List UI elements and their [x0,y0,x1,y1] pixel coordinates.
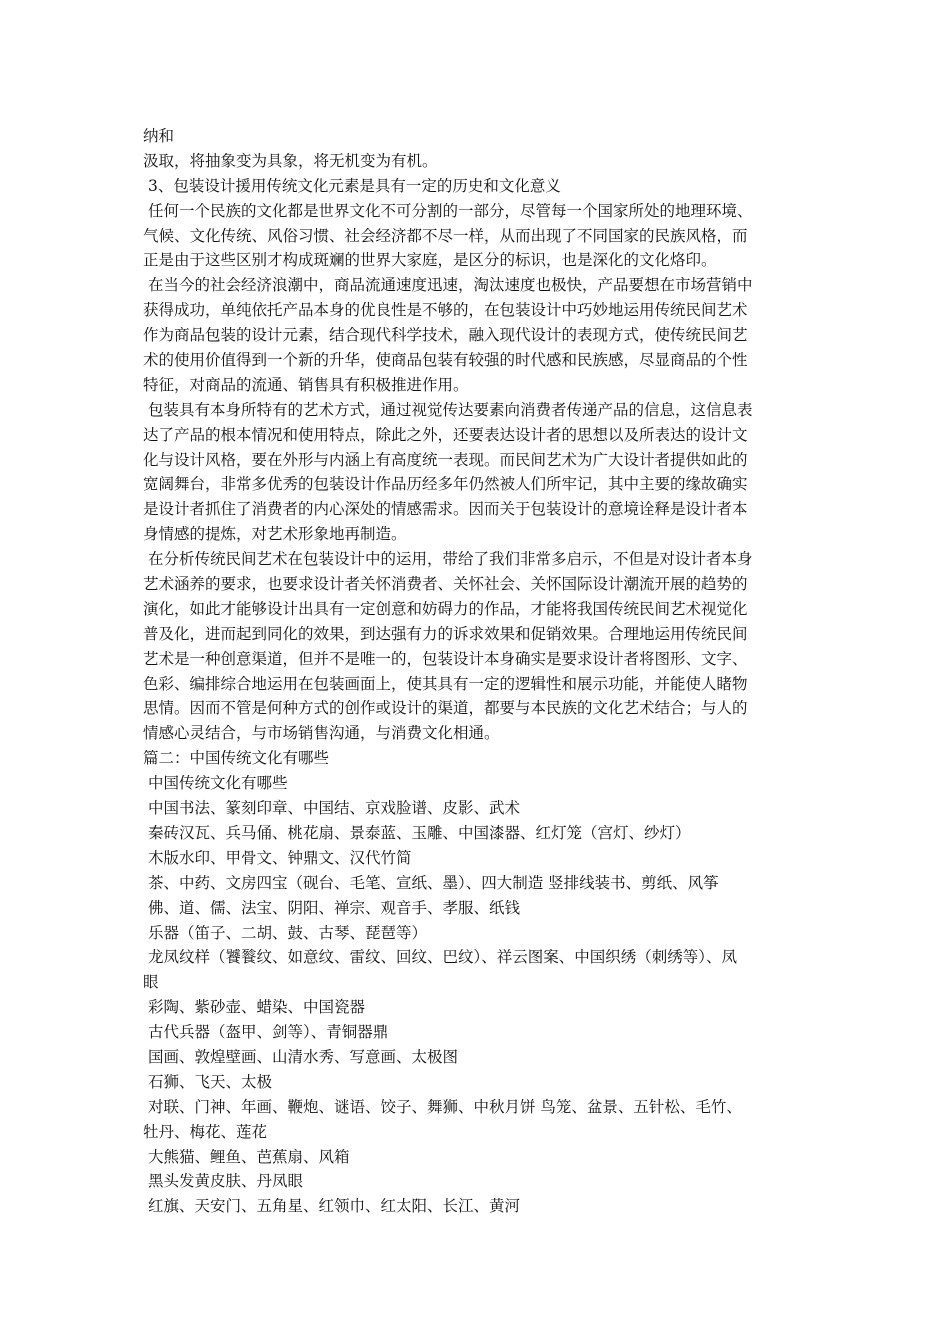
text-line: 任何一个民族的文化都是世界文化不可分割的一部分，尽管每一个国家所处的地理环境、 [148,201,753,220]
text-line: 是设计者抓住了消费者的内心深处的情感需求。因而关于包装设计的意境诠释是设计者本 [143,500,748,519]
text-line: 色彩、编排综合地运用在包装画面上，使其具有一定的逻辑性和展示功能，并能使人睹物 [143,674,748,693]
text-line: 彩陶、紫砂壶、蜡染、中国瓷器 [148,998,366,1017]
text-line: 达了产品的根本情况和使用特点，除此之外，还要表达设计者的思想以及所表达的设计文 [143,425,748,444]
text-line: 龙凤纹样（饕餮纹、如意纹、雷纹、回纹、巴纹）、祥云图案、中国织绣（刺绣等）、凤 [148,948,738,967]
text-line: 在当今的社会经济浪潮中，商品流通速度迅速，淘汰速度也极快，产品要想在市场营销中 [148,276,753,295]
text-line: 思情。因而不管是何种方式的创作或设计的渠道，都要与本民族的文化艺术结合；与人的 [143,699,748,718]
text-line: 包装具有本身所特有的艺术方式，通过视觉传达要素向消费者传递产品的信息，这信息表 [148,400,753,419]
text-line: 身情感的提炼，对艺术形象地再制造。 [143,525,407,544]
text-line: 艺术是一种创意渠道，但并不是唯一的，包装设计本身确实是要求设计者将图形、文字、 [143,649,748,668]
text-line: 黑头发黄皮肤、丹凤眼 [148,1172,304,1191]
text-line: 大熊猫、鲤鱼、芭蕉扇、风箱 [148,1147,350,1166]
text-line: 木版水印、甲骨文、钟鼎文、汉代竹简 [148,848,412,867]
text-line: 特征，对商品的流通、销售具有积极推进作用。 [143,375,469,394]
text-line: 对联、门神、年画、鞭炮、谜语、饺子、舞狮、中秋月饼 鸟笼、盆景、五针松、毛竹、 [148,1097,742,1116]
text-line: 3、包装设计援用传统文化元素是具有一定的历史和文化意义 [148,176,561,195]
text-line: 术的使用价值得到一个新的升华，使商品包装有较强的时代感和民族感，尽显商品的个性 [143,351,748,370]
text-line: 获得成功，单纯依托产品本身的优良性是不够的，在包装设计中巧妙地运用传统民间艺术 [143,301,748,320]
text-line: 国画、敦煌壁画、山清水秀、写意画、太极图 [148,1047,459,1066]
text-line: 在分析传统民间艺术在包装设计中的运用，带给了我们非常多启示，不但是对设计者本身 [148,550,753,569]
text-line: 红旗、天安门、五角星、红领巾、红太阳、长江、黄河 [148,1197,521,1216]
text-line: 乐器（笛子、二胡、鼓、古琴、琵琶等） [148,923,428,942]
text-line: 作为商品包装的设计元素，结合现代科学技术，融入现代设计的表现方式，使传统民间艺 [143,326,748,345]
text-line: 宽阔舞台，非常多优秀的包装设计作品历经多年仍然被人们所牢记，其中主要的缘故确实 [143,475,748,494]
text-line: 古代兵器（盔甲、剑等）、青铜器鼎 [148,1023,389,1042]
text-line: 牡丹、梅花、莲花 [143,1122,268,1141]
text-line: 佛、道、儒、法宝、阴阳、禅宗、观音手、孝服、纸钱 [148,898,521,917]
text-line: 中国书法、篆刻印章、中国结、京戏脸谱、皮影、武术 [148,799,521,818]
document-page [143,124,811,1219]
text-line: 艺术涵养的要求，也要求设计者关怀消费者、关怀社会、关怀国际设计潮流开展的趋势的 [143,575,748,594]
text-line: 纳和 [143,127,175,145]
text-line: 化与设计风格，要在外形与内涵上有高度统一表现。而民间艺术为广大设计者提供如此的 [143,450,748,469]
text-line: 篇二：中国传统文化有哪些 [143,749,330,768]
text-line: 秦砖汉瓦、兵马俑、桃花扇、景泰蓝、玉雕、中国漆器、红灯笼（宫灯、纱灯） [148,823,691,842]
text-line: 汲取，将抽象变为具象，将无机变为有机。 [143,151,438,170]
text-line: 眼 [143,973,159,992]
text-line: 普及化，进而起到同化的效果，到达强有力的诉求效果和促销效果。合理地运用传统民间 [143,624,748,643]
text-line: 石狮、飞天、太极 [148,1072,273,1091]
text-line: 中国传统文化有哪些 [148,774,288,793]
text-line: 情感心灵结合，与市场销售沟通，与消费文化相通。 [143,724,500,743]
text-line: 气候、文化传统、风俗习惯、社会经济都不尽一样，从而出现了不同国家的民族风格，而 [143,226,748,245]
text-line: 演化，如此才能够设计出具有一定创意和妨碍力的作品，才能将我国传统民间艺术视觉化 [143,599,748,618]
text-line: 正是由于这些区别才构成斑斓的世界大家庭，是区分的标识，也是深化的文化烙印。 [143,251,717,270]
text-line: 茶、中药、文房四宝（砚台、毛笔、宣纸、墨）、四大制造 竖排线装书、剪纸、风筝 [148,873,719,892]
